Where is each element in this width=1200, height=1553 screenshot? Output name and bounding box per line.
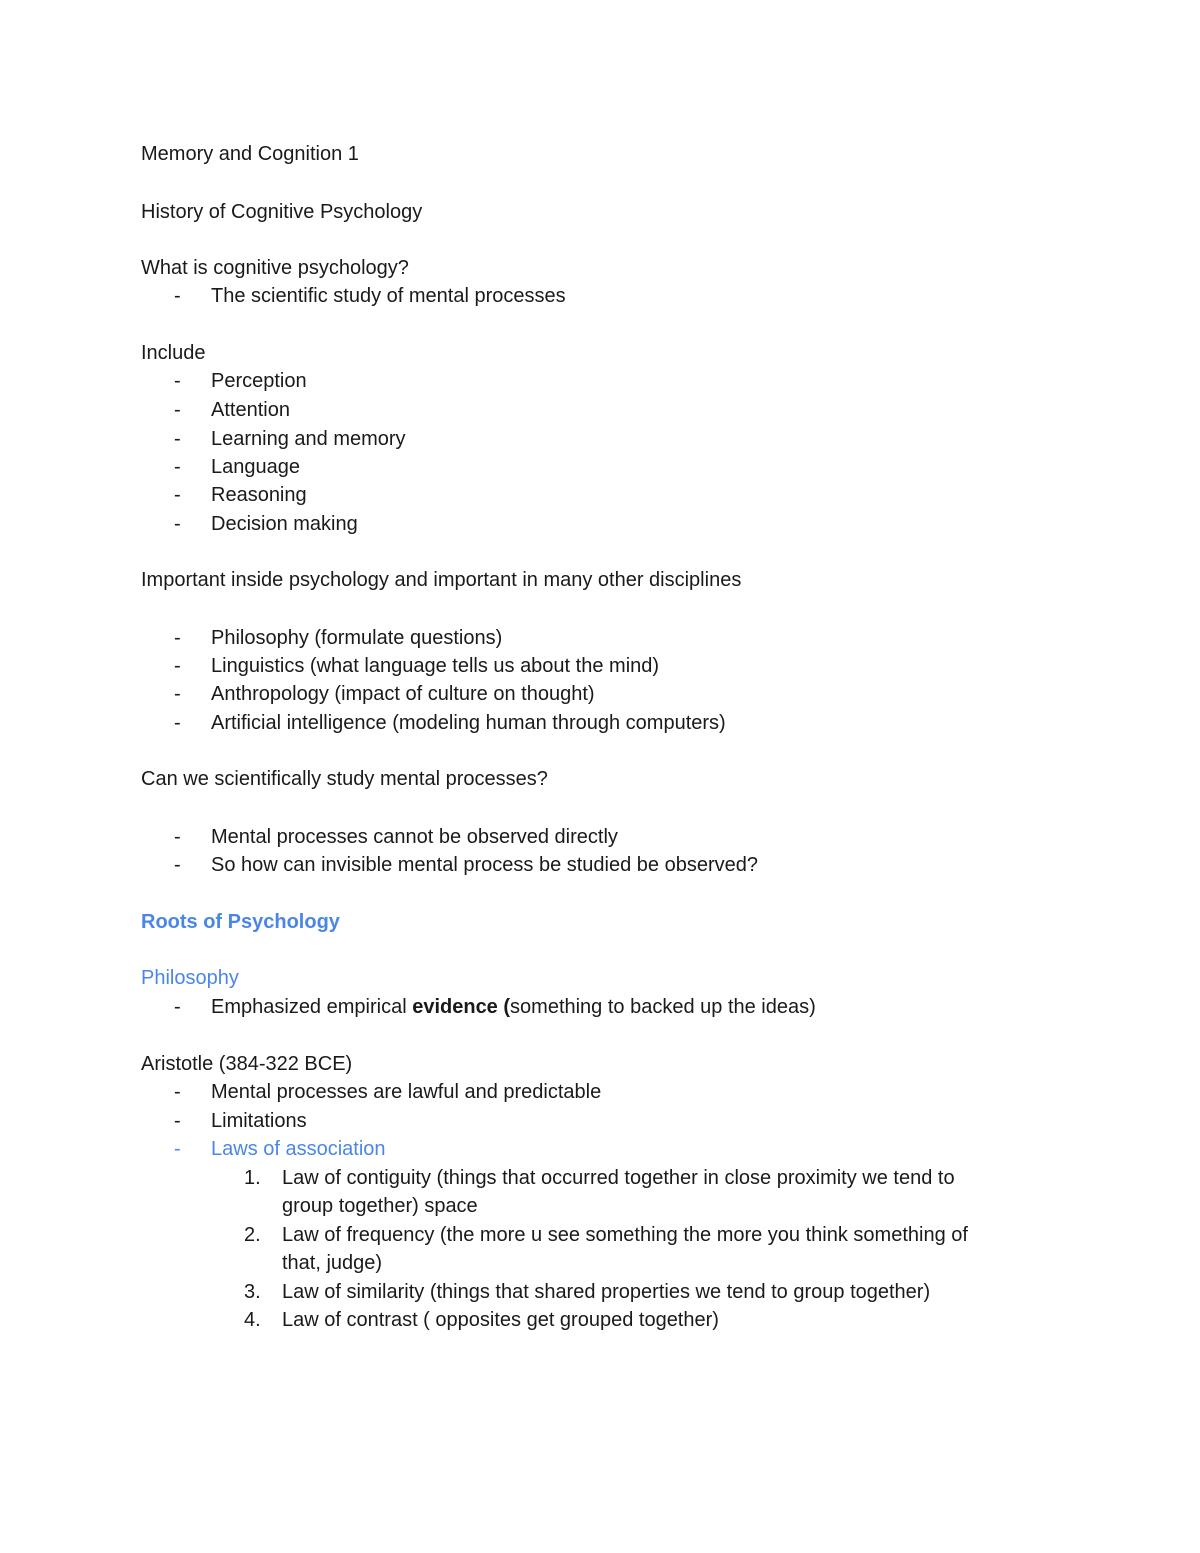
section-subtitle: History of Cognitive Psychology	[141, 201, 423, 223]
numbered-item-continuation: that, judge)	[282, 1252, 383, 1274]
bullet-dash: -	[174, 683, 181, 705]
numbered-item-continuation: group together) space	[282, 1195, 478, 1217]
bullet-dash: -	[174, 428, 181, 450]
numbered-item: Law of contiguity (things that occurred together in close proximity we tend to	[282, 1167, 955, 1189]
list-item: Philosophy (formulate questions)	[211, 627, 503, 649]
question-can-we: Can we scientifically study mental processes?	[141, 768, 548, 790]
bold-text: evidence (	[412, 996, 511, 1018]
roots-heading: Roots of Psychology	[141, 911, 340, 933]
list-item: The scientific study of mental processes	[211, 285, 566, 307]
include-label: Include	[141, 342, 206, 364]
list-item: So how can invisible mental process be studied be observed?	[211, 854, 758, 876]
bullet-dash: -	[174, 712, 181, 734]
list-number: 2.	[244, 1224, 261, 1246]
document-title: Memory and Cognition 1	[141, 143, 359, 165]
numbered-item: Law of frequency (the more u see something the more you think something of	[282, 1224, 968, 1246]
list-item: Attention	[211, 399, 290, 421]
item-text: something to backed up the ideas)	[510, 996, 816, 1018]
important-text: Important inside psychology and important in many other disciplines	[141, 569, 742, 591]
list-number: 1.	[244, 1167, 261, 1189]
list-item: Learning and memory	[211, 428, 406, 450]
list-item: Laws of association	[211, 1138, 386, 1160]
bullet-dash: -	[174, 1138, 181, 1160]
list-item	[211, 993, 816, 1021]
bullet-dash: -	[174, 456, 181, 478]
list-number: 4.	[244, 1309, 261, 1331]
bullet-dash: -	[174, 854, 181, 876]
list-item: Mental processes cannot be observed directly	[211, 826, 618, 848]
list-number: 3.	[244, 1281, 261, 1303]
list-item: Anthropology (impact of culture on thought)	[211, 683, 595, 705]
bullet-dash: -	[174, 399, 181, 421]
numbered-item: Law of contrast ( opposites get grouped together)	[282, 1309, 719, 1331]
list-item: Mental processes are lawful and predictable	[211, 1081, 602, 1103]
numbered-item: Law of similarity (things that shared properties we tend to group together)	[282, 1281, 931, 1303]
bullet-dash: -	[174, 996, 181, 1018]
question-what-is: What is cognitive psychology?	[141, 257, 409, 279]
list-item: Limitations	[211, 1110, 307, 1132]
list-item: Perception	[211, 370, 307, 392]
bullet-dash: -	[174, 513, 181, 535]
bullet-dash: -	[174, 826, 181, 848]
bullet-dash: -	[174, 285, 181, 307]
bullet-dash: -	[174, 627, 181, 649]
list-item: Language	[211, 456, 300, 478]
bullet-dash: -	[174, 370, 181, 392]
list-item: Linguistics (what language tells us about the mind)	[211, 655, 660, 677]
list-item: Artificial intelligence (modeling human through computers)	[211, 712, 726, 734]
bullet-dash: -	[174, 484, 181, 506]
list-item: Reasoning	[211, 484, 307, 506]
item-text: Emphasized empirical	[211, 996, 413, 1018]
bullet-dash: -	[174, 1110, 181, 1132]
aristotle-label: Aristotle (384-322 BCE)	[141, 1053, 353, 1075]
bullet-dash: -	[174, 1081, 181, 1103]
philosophy-label: Philosophy	[141, 967, 239, 989]
bullet-dash: -	[174, 655, 181, 677]
list-item: Decision making	[211, 513, 358, 535]
